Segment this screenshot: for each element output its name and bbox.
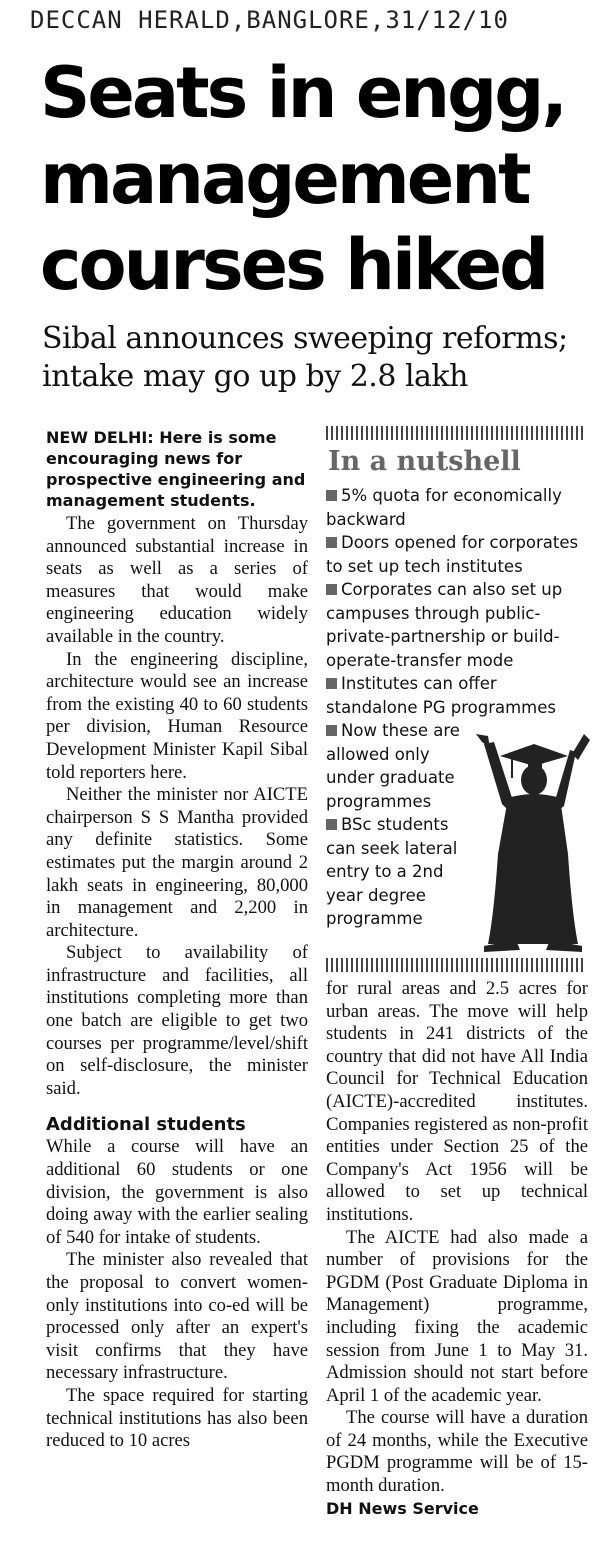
subhead-line: Sibal announces sweeping reforms; [42,321,568,356]
hatch-divider [326,958,586,972]
section-subheading: Additional students [46,1114,246,1136]
nutshell-box [326,426,588,978]
hatch-divider [326,426,586,440]
headline-line: courses hiked [40,224,547,306]
nutshell-item: Now these are allowed only under graduate programmes [326,721,460,811]
nutshell-item: 5% quota for economically backward [326,486,562,529]
square-bullet-icon [326,678,337,689]
nutshell-title: In a nutshell [328,446,521,477]
masthead: DECCAN HERALD,BANGLORE,31/12/10 [30,6,509,34]
body-paragraph: While a course will have an additional 60 students or one division, the government is also doing away with the earlier sealing of 540 for intake of students. [46,1136,308,1248]
square-bullet-icon [326,819,337,830]
lead-text: Here is some encouraging news for prospective engineering and management students. [46,428,306,510]
nutshell-item: Institutes can offer standalone PG programmes [326,674,556,717]
byline: DH News Service [326,1498,479,1518]
headline-line: Seats in engg, [40,52,565,134]
square-bullet-icon [326,490,337,501]
article-column-1 [46,427,308,1453]
graduate-silhouette-icon [472,734,592,954]
body-paragraph: for rural areas and 2.5 acres for urban areas. The move will help students in 241 districts of the country that did not have All India Council for Technical Education (AICTE)-accredited institutes. Companies registered as non-profit entities under Section 25 of the Company's Act 1956 will be allowed to set up technical institutions. [326,978,588,1225]
subheadline [42,320,592,396]
square-bullet-icon [326,537,337,548]
nutshell-item: Doors opened for corporates to set up tech institutes [326,533,579,576]
square-bullet-icon [326,725,337,736]
body-paragraph: The AICTE had also made a number of provisions for the PGDM (Post Graduate Diploma in Management) programme, including fixing the academic session from June 1 to May 31. Admission should not start before April 1 of the academic year. [326,1226,588,1406]
body-paragraph: The course will have a duration of 24 months, while the Executive PGDM programme will be of 15-month duration. [326,1407,588,1497]
dateline: NEW DELHI: [46,428,154,447]
nutshell-item: Corporates can also set up campuses through public-private-partnership or build-operate-transfer mode [326,580,563,670]
lead-paragraph [46,427,308,511]
body-paragraph: The government on Thursday announced substantial increase in seats as well as a series of measures that would make engineering education widely available in the country. [46,513,308,647]
nutshell-item: BSc students can seek lateral entry to a 2nd year degree programme [326,815,458,928]
headline [40,50,590,308]
square-bullet-icon [326,584,337,595]
body-paragraph: The space required for starting technical institutions has also been reduced to 10 acres [46,1384,308,1452]
subhead-line: intake may go up by 2.8 lakh [42,359,468,394]
body-paragraph: Subject to availability of infrastructure and facilities, all institutions completing more than one batch are eligible to get two courses per programme/level/shift on self-disclosure, the minister said. [46,942,308,1099]
article-column-2 [326,978,588,1520]
body-paragraph: The minister also revealed that the proposal to convert women-only institutions into co-ed will be processed only after an expert's visit confirms that they have necessary infrastructure. [46,1249,308,1384]
headline-line: management [40,138,529,220]
body-paragraph: In the engineering discipline, architecture would see an increase from the existing 40 to 60 students per division, Human Resource Development Minister Kapil Sibal told reporters here. [46,648,308,783]
body-paragraph: Neither the minister nor AICTE chairperson S S Mantha provided any definite statistics. Some estimates put the margin around 2 lakh seats in engineering, 80,000 in management and 2,200 in architecture. [46,784,308,941]
